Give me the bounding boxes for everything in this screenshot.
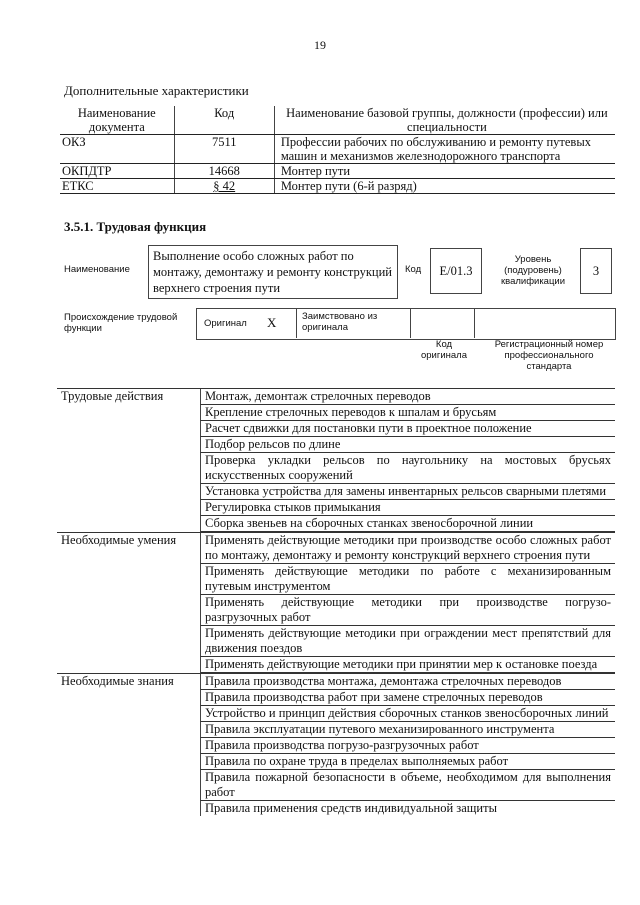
list-item: Устройство и принцип действия сборочных станков звеносборочных линий [200, 706, 615, 722]
list-item: Установка устройства для замены инвентарных рельсов сварными плетями [200, 484, 615, 500]
origin-box [196, 308, 616, 340]
documents-table [60, 106, 615, 194]
function-code-value: E/01.3 [430, 248, 482, 294]
code-cell: 14668 [174, 164, 274, 179]
origin-divider [296, 308, 297, 338]
list-item: Правила производства погрузо-разгрузочных работ [200, 738, 615, 754]
origin-label: Происхождение трудовой функции [64, 312, 178, 334]
list-item: Применять действующие методики при производстве погрузо-разгрузочных работ [200, 595, 615, 626]
doc-name-cell: ОКЗ [60, 135, 174, 164]
code-caption: Код оригинала [420, 339, 467, 361]
list-item: Правила применения средств индивидуальной защиты [200, 801, 615, 816]
required-knowledge-label: Необходимые знания [61, 674, 174, 688]
list-item: Применять действующие методики при производстве особо сложных работ по монтажу, демонтажу и ремонту конструкций верхнего строения пути [200, 533, 615, 564]
table-row [60, 179, 615, 194]
group-name-cell: Монтер пути [274, 164, 615, 179]
list-item: Применять действующие методики при принятии мер к остановке поезда [200, 657, 615, 673]
required-skills-group [57, 532, 615, 673]
additional-characteristics-heading: Дополнительные характеристики [64, 83, 249, 98]
list-item: Применять действующие методики по работе с механизированным путевым инструментом [200, 564, 615, 595]
original-mark: X [267, 315, 277, 330]
header-group-name: Наименование базовой группы, должности (профессии) или специальности [274, 106, 615, 135]
table-header-row [60, 106, 615, 135]
original-label: Оригинал [204, 318, 247, 329]
function-code-label: Код [405, 264, 422, 275]
labor-actions-group [57, 388, 615, 532]
list-item: Правила по охране труда в пределах выполняемых работ [200, 754, 615, 770]
list-item: Правила производства монтажа, демонтажа стрелочных переводов [200, 674, 615, 690]
header-doc-name: Наименование документа [60, 106, 174, 135]
section-title: 3.5.1. Трудовая функция [64, 219, 207, 234]
doc-name-cell: ОКПДТР [60, 164, 174, 179]
list-item: Монтаж, демонтаж стрелочных переводов [200, 389, 615, 405]
code-cell: 7511 [174, 135, 274, 164]
function-details-table [57, 388, 615, 816]
header-code: Код [174, 106, 274, 135]
doc-name-cell: ЕТКС [60, 179, 174, 194]
list-item: Проверка укладки рельсов по наугольнику на мостовых брусьях искусственных сооружений [200, 453, 615, 484]
list-item: Расчет сдвижки для постановки пути в проектное положение [200, 421, 615, 437]
group-name-cell: Профессии рабочих по обслуживанию и ремонту путевых машин и механизмов железнодорожного транспорта [274, 135, 615, 164]
list-item: Применять действующие методики при ограждении мест препятствий для движения поездов [200, 626, 615, 657]
origin-divider [474, 308, 475, 338]
list-item: Подбор рельсов по длине [200, 437, 615, 453]
list-item: Крепление стрелочных переводов к шпалам и брусьям [200, 405, 615, 421]
function-name-label: Наименование [64, 264, 130, 275]
qualification-level-label: Уровень (подуровень) квалификации [500, 254, 566, 287]
function-name-value: Выполнение особо сложных работ по монтажу, демонтажу и ремонту конструкций верхнего строения пути [148, 245, 398, 299]
list-item: Сборка звеньев на сборочных станках звеносборочной линии [200, 516, 615, 532]
required-knowledge-group [57, 673, 615, 816]
qualification-level-value: 3 [580, 248, 612, 294]
list-item: Правила эксплуатации путевого механизированного инструмента [200, 722, 615, 738]
page-number: 19 [314, 38, 326, 52]
borrowed-label: Заимствовано из оригинала [302, 311, 378, 333]
required-skills-label: Необходимые умения [61, 533, 177, 547]
table-row [60, 164, 615, 179]
table-row [60, 135, 615, 164]
code-cell: § 42 [174, 179, 274, 194]
labor-actions-label: Трудовые действия [61, 389, 164, 403]
list-item: Правила производства работ при замене стрелочных переводов [200, 690, 615, 706]
list-item: Правила пожарной безопасности в объеме, необходимом для выполнения работ [200, 770, 615, 801]
origin-divider [410, 308, 411, 338]
list-item: Регулировка стыков примыкания [200, 500, 615, 516]
registration-caption: Регистрационный номер профессионального стандарта [494, 339, 604, 372]
group-name-cell: Монтер пути (6-й разряд) [274, 179, 615, 194]
